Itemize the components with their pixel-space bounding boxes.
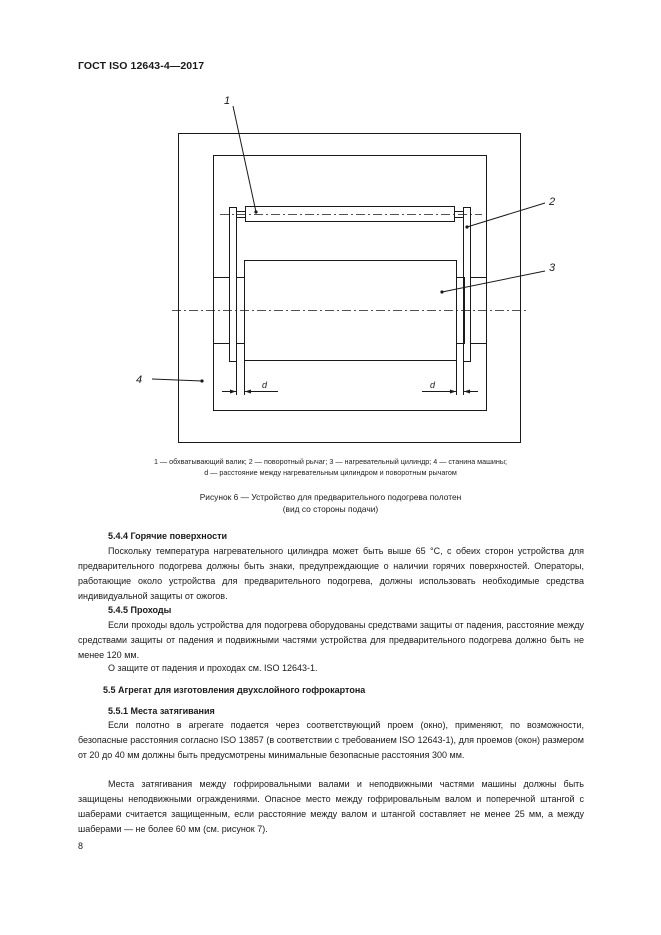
figure-legend-line-1: 1 — обхватывающий валик; 2 — поворотный рычаг; 3 — нагревательный цилиндр; 4 — станина машины; <box>153 457 508 466</box>
machine-frame-inner <box>214 156 487 411</box>
dim-label-left: d <box>262 380 268 390</box>
figure-legend-line-2: d — расстояние между нагревательным цилиндром и поворотным рычагом <box>204 468 457 477</box>
paragraph-5-4-4: Поскольку температура нагревательного цилиндра может быть выше 65 °С, с обеих сторон устройства для предварительного подогрева должны быть знаки, предупреждающие о наличии горячих поверхностей. Операторы, работающие около устройства для предварительного подогрева, должны использовать необходимые средства индивидуальной защиты от ожогов. <box>78 546 584 601</box>
document-header: ГОСТ ISO 12643-4—2017 <box>78 60 205 72</box>
heading-5-4-5: 5.4.5 Проходы <box>108 605 172 615</box>
preheater-figure <box>0 0 661 460</box>
heading-5-4-4: 5.4.4 Горячие поверхности <box>108 531 228 541</box>
dim-label-right: d <box>430 380 436 390</box>
figure-caption-line-1: Рисунок 6 — Устройство для предварительного подогрева полотен <box>199 492 462 502</box>
paragraph-5-5-1-a: Если полотно в агрегате подается через соответствующий проем (окно), применяют, по возможности, безопасные расстояния согласно ISO 13857 (в соответствии с требованием ISO 12643-1), для проемов (окон) размером от 20 до 40 мм должны быть предусмотрены минимальные безопасные расстояния 300 мм. <box>78 720 584 760</box>
paragraph-5-5-1-b: Места затягивания между гофрировальными валами и неподвижными частями машины должны быть защищены неподвижными ограждениями. Опасное место между гофрировальным валом и поперечной штангой с шаберами считается защищенным, если расстояние между валом и штангой составляет не менее 25 мм, а между шаберами — не более 60 мм (см. рисунок 7). <box>78 779 584 834</box>
figure-caption-line-2: (вид со стороны подачи) <box>282 504 379 514</box>
label-1: 1 <box>224 95 231 107</box>
paragraph-5-4-5-ref: О защите от падения и проходах см. ISO 12643-1. <box>108 663 318 673</box>
label-3: 3 <box>549 262 556 274</box>
label-2: 2 <box>549 196 556 208</box>
heading-5-5-1: 5.5.1 Места затягивания <box>108 706 215 716</box>
pivot-arm-left <box>230 208 237 362</box>
wrap-roller <box>246 207 455 222</box>
label-4: 4 <box>136 374 143 386</box>
heading-5-5: 5.5 Агрегат для изготовления двухслойного гофрокартона <box>103 685 366 695</box>
page-number: 8 <box>78 841 84 851</box>
paragraph-5-4-5: Если проходы вдоль устройства для подогрева оборудованы средствами защиты от падения, расстояние между средствами защиты от падения и подвижными частями устройства для предварительного подогрева должно быть не менее 120 мм. <box>78 620 584 660</box>
